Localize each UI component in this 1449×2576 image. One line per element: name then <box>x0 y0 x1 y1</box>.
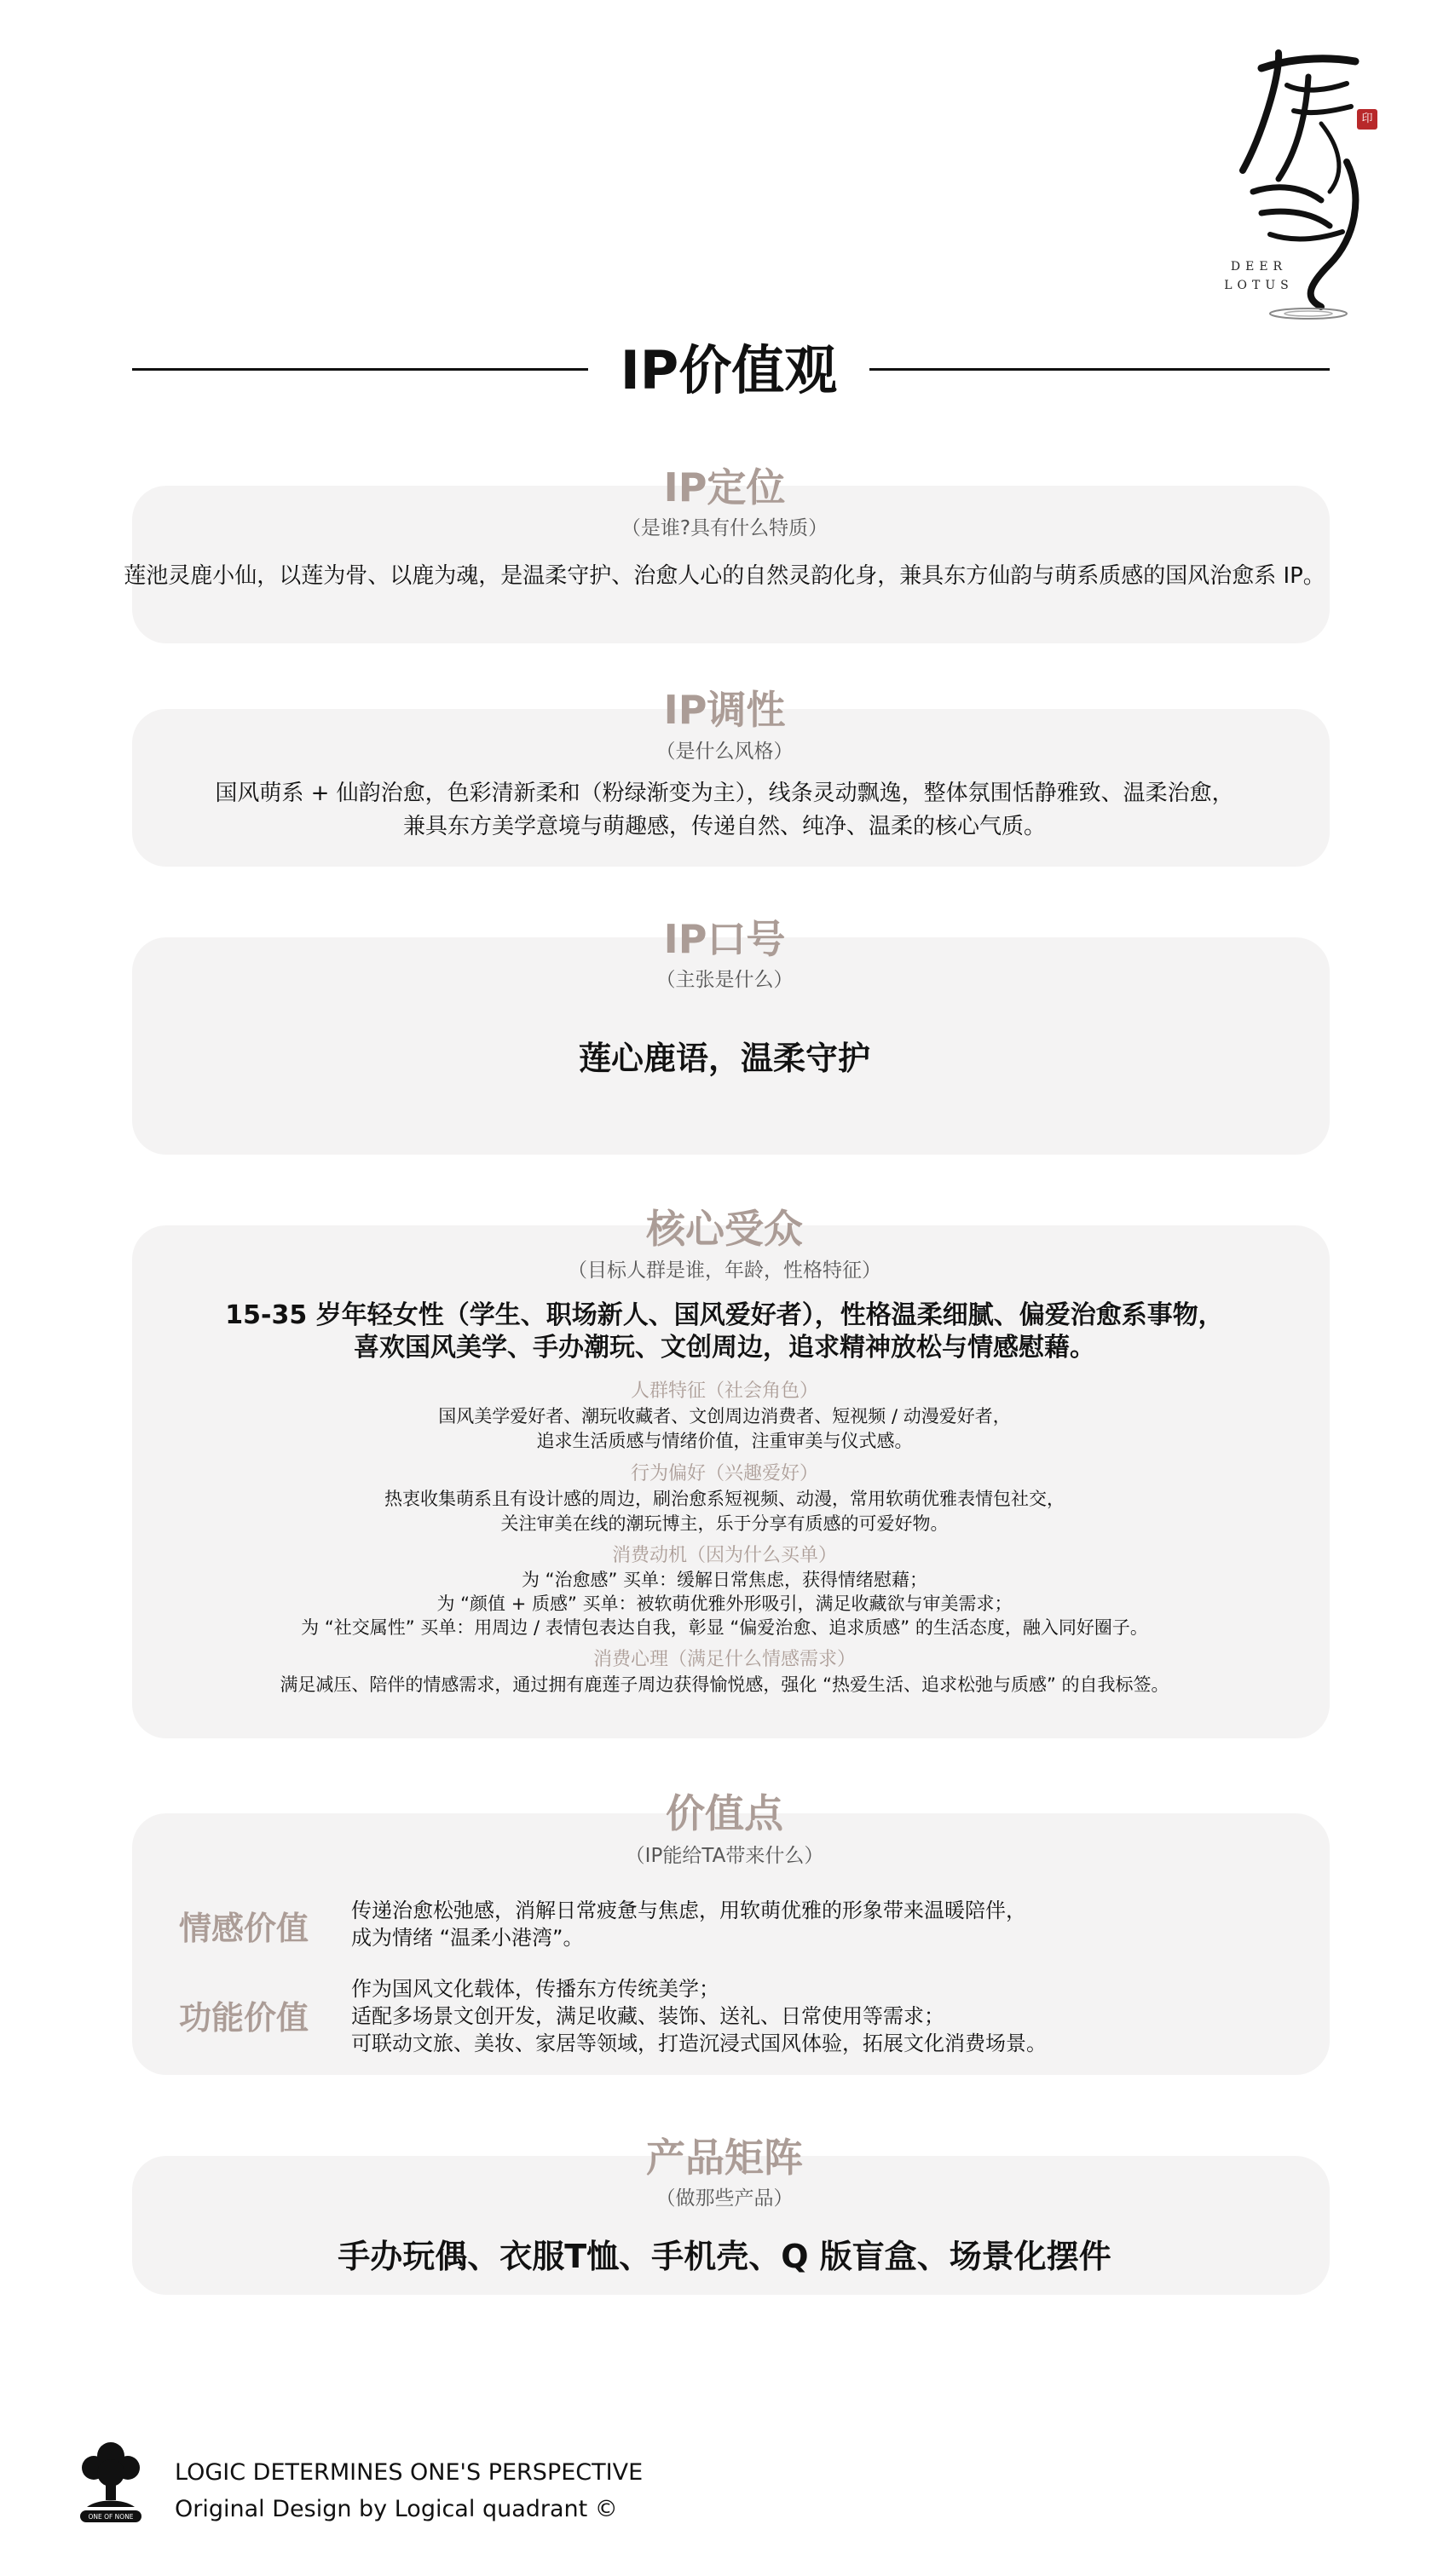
audience-subtitle: （目标人群是谁，年龄，性格特征） <box>568 1259 881 1282</box>
emotional-value-line: 成为情绪 “温柔小港湾”。 <box>351 1926 584 1950</box>
page-title: IP价值观 <box>620 339 838 401</box>
audience-main-line2: 喜欢国风美学、手办潮玩、文创周边，追求精神放松与情感慰藉。 <box>354 1333 1095 1363</box>
emotional-value-label: 情感价值 <box>179 1910 309 1947</box>
audience-group-line: 热衷收集萌系且有设计感的周边，刷治愈系短视频、动漫，常用软萌优雅表情包社交， <box>384 1489 1065 1509</box>
title-divider-right <box>869 368 1330 371</box>
logo-word-deer: DEER <box>1230 260 1288 274</box>
tone-text-line2: 兼具东方美学意境与萌趣感，传递自然、纯净、温柔的核心气质。 <box>402 814 1046 839</box>
audience-group-heading: 消费心理（满足什么情感需求） <box>592 1649 856 1670</box>
functional-value-label: 功能价值 <box>179 1999 309 2037</box>
logo-wordmark <box>1221 257 1297 295</box>
audience-group-heading: 人群特征（社会角色） <box>630 1380 818 1402</box>
audience-group-line: 满足减压、陪伴的情感需求，通过拥有鹿莲子周边获得愉悦感，强化 “热爱生活、追求松弛与质感” 的自我标签。 <box>280 1674 1169 1695</box>
value-subtitle: （IP能给TA带来什么） <box>625 1845 824 1867</box>
seal-stamp-icon: 印 <box>1357 109 1377 130</box>
audience-group-line: 关注审美在线的潮玩博主，乐于分享有质感的可爱好物。 <box>500 1513 949 1534</box>
slogan-title: IP口号 <box>663 916 786 962</box>
functional-value-line: 可联动文旅、美妆、家居等领域，打造沉浸式国风体验，拓展文化消费场景。 <box>351 2031 1047 2055</box>
slogan-subtitle: （主张是什么） <box>655 969 794 991</box>
footer-credit: Original Design by Logical quadrant © <box>175 2496 618 2522</box>
tone-title: IP调性 <box>663 687 786 733</box>
slogan-text: 莲心鹿语，温柔守护 <box>578 1040 870 1077</box>
functional-value-line: 作为国风文化载体，传播东方传统美学； <box>351 1977 719 2001</box>
logo-word-lotus: LOTUS <box>1224 279 1294 292</box>
products-text: 手办玩偶、衣服T恤、手机壳、Q 版盲盒、场景化摆件 <box>338 2238 1111 2275</box>
functional-value-line: 适配多场景文创开发，满足收藏、装饰、送礼、日常使用等需求； <box>351 2004 944 2028</box>
audience-group-line: 为 “治愈感” 买单：缓解日常焦虑，获得情绪慰藉； <box>521 1570 928 1590</box>
products-title: 产品矩阵 <box>646 2135 803 2181</box>
audience-group-heading: 消费动机（因为什么买单） <box>611 1545 837 1566</box>
value-title: 价值点 <box>666 1790 783 1836</box>
audience-group-line: 为 “社交属性” 买单：用周边 / 表情包表达自我，彰显 “偏爱治愈、追求质感” 的生活态度，融入同好圈子。 <box>301 1617 1148 1638</box>
audience-group-heading: 行为偏好（兴趣爱好） <box>630 1463 818 1484</box>
tone-subtitle: （是什么风格） <box>655 741 794 763</box>
positioning-title: IP定位 <box>663 464 786 510</box>
products-subtitle: （做那些产品） <box>655 2187 794 2210</box>
audience-title: 核心受众 <box>646 1206 803 1252</box>
brand-logo <box>1210 34 1406 366</box>
one-of-none-logo-icon <box>68 2437 153 2531</box>
emotional-value-line: 传递治愈松弛感，消解日常疲惫与焦虑，用软萌优雅的形象带来温暖陪伴， <box>351 1899 1026 1922</box>
footer-tagline: LOGIC DETERMINES ONE'S PERSPECTIVE <box>175 2459 644 2486</box>
title-divider-left <box>132 368 588 371</box>
audience-group-line: 国风美学爱好者、潮玩收藏者、文创周边消费者、短视频 / 动漫爱好者， <box>438 1406 1011 1426</box>
positioning-subtitle: （是谁?具有什么特质） <box>621 517 828 539</box>
tone-text-line1: 国风萌系 + 仙韵治愈，色彩清新柔和（粉绿渐变为主），线条灵动飘逸，整体氛围恬静雅致、温柔治愈， <box>215 781 1234 806</box>
audience-group-line: 为 “颜值 + 质感” 买单：被软萌优雅外形吸引，满足收藏欲与审美需求； <box>436 1593 1013 1614</box>
positioning-text: 莲池灵鹿小仙，以莲为骨、以鹿为魂，是温柔守护、治愈人心的自然灵韵化身，兼具东方仙韵与萌系质感的国风治愈系 IP。 <box>124 563 1325 589</box>
footer-icon-label: ONE OF NONE <box>88 2513 134 2521</box>
audience-main-line1: 15-35 岁年轻女性（学生、职场新人、国风爱好者），性格温柔细腻、偏爱治愈系事物， <box>225 1300 1224 1330</box>
audience-group-line: 追求生活质感与情绪价值，注重审美与仪式感。 <box>536 1431 913 1451</box>
